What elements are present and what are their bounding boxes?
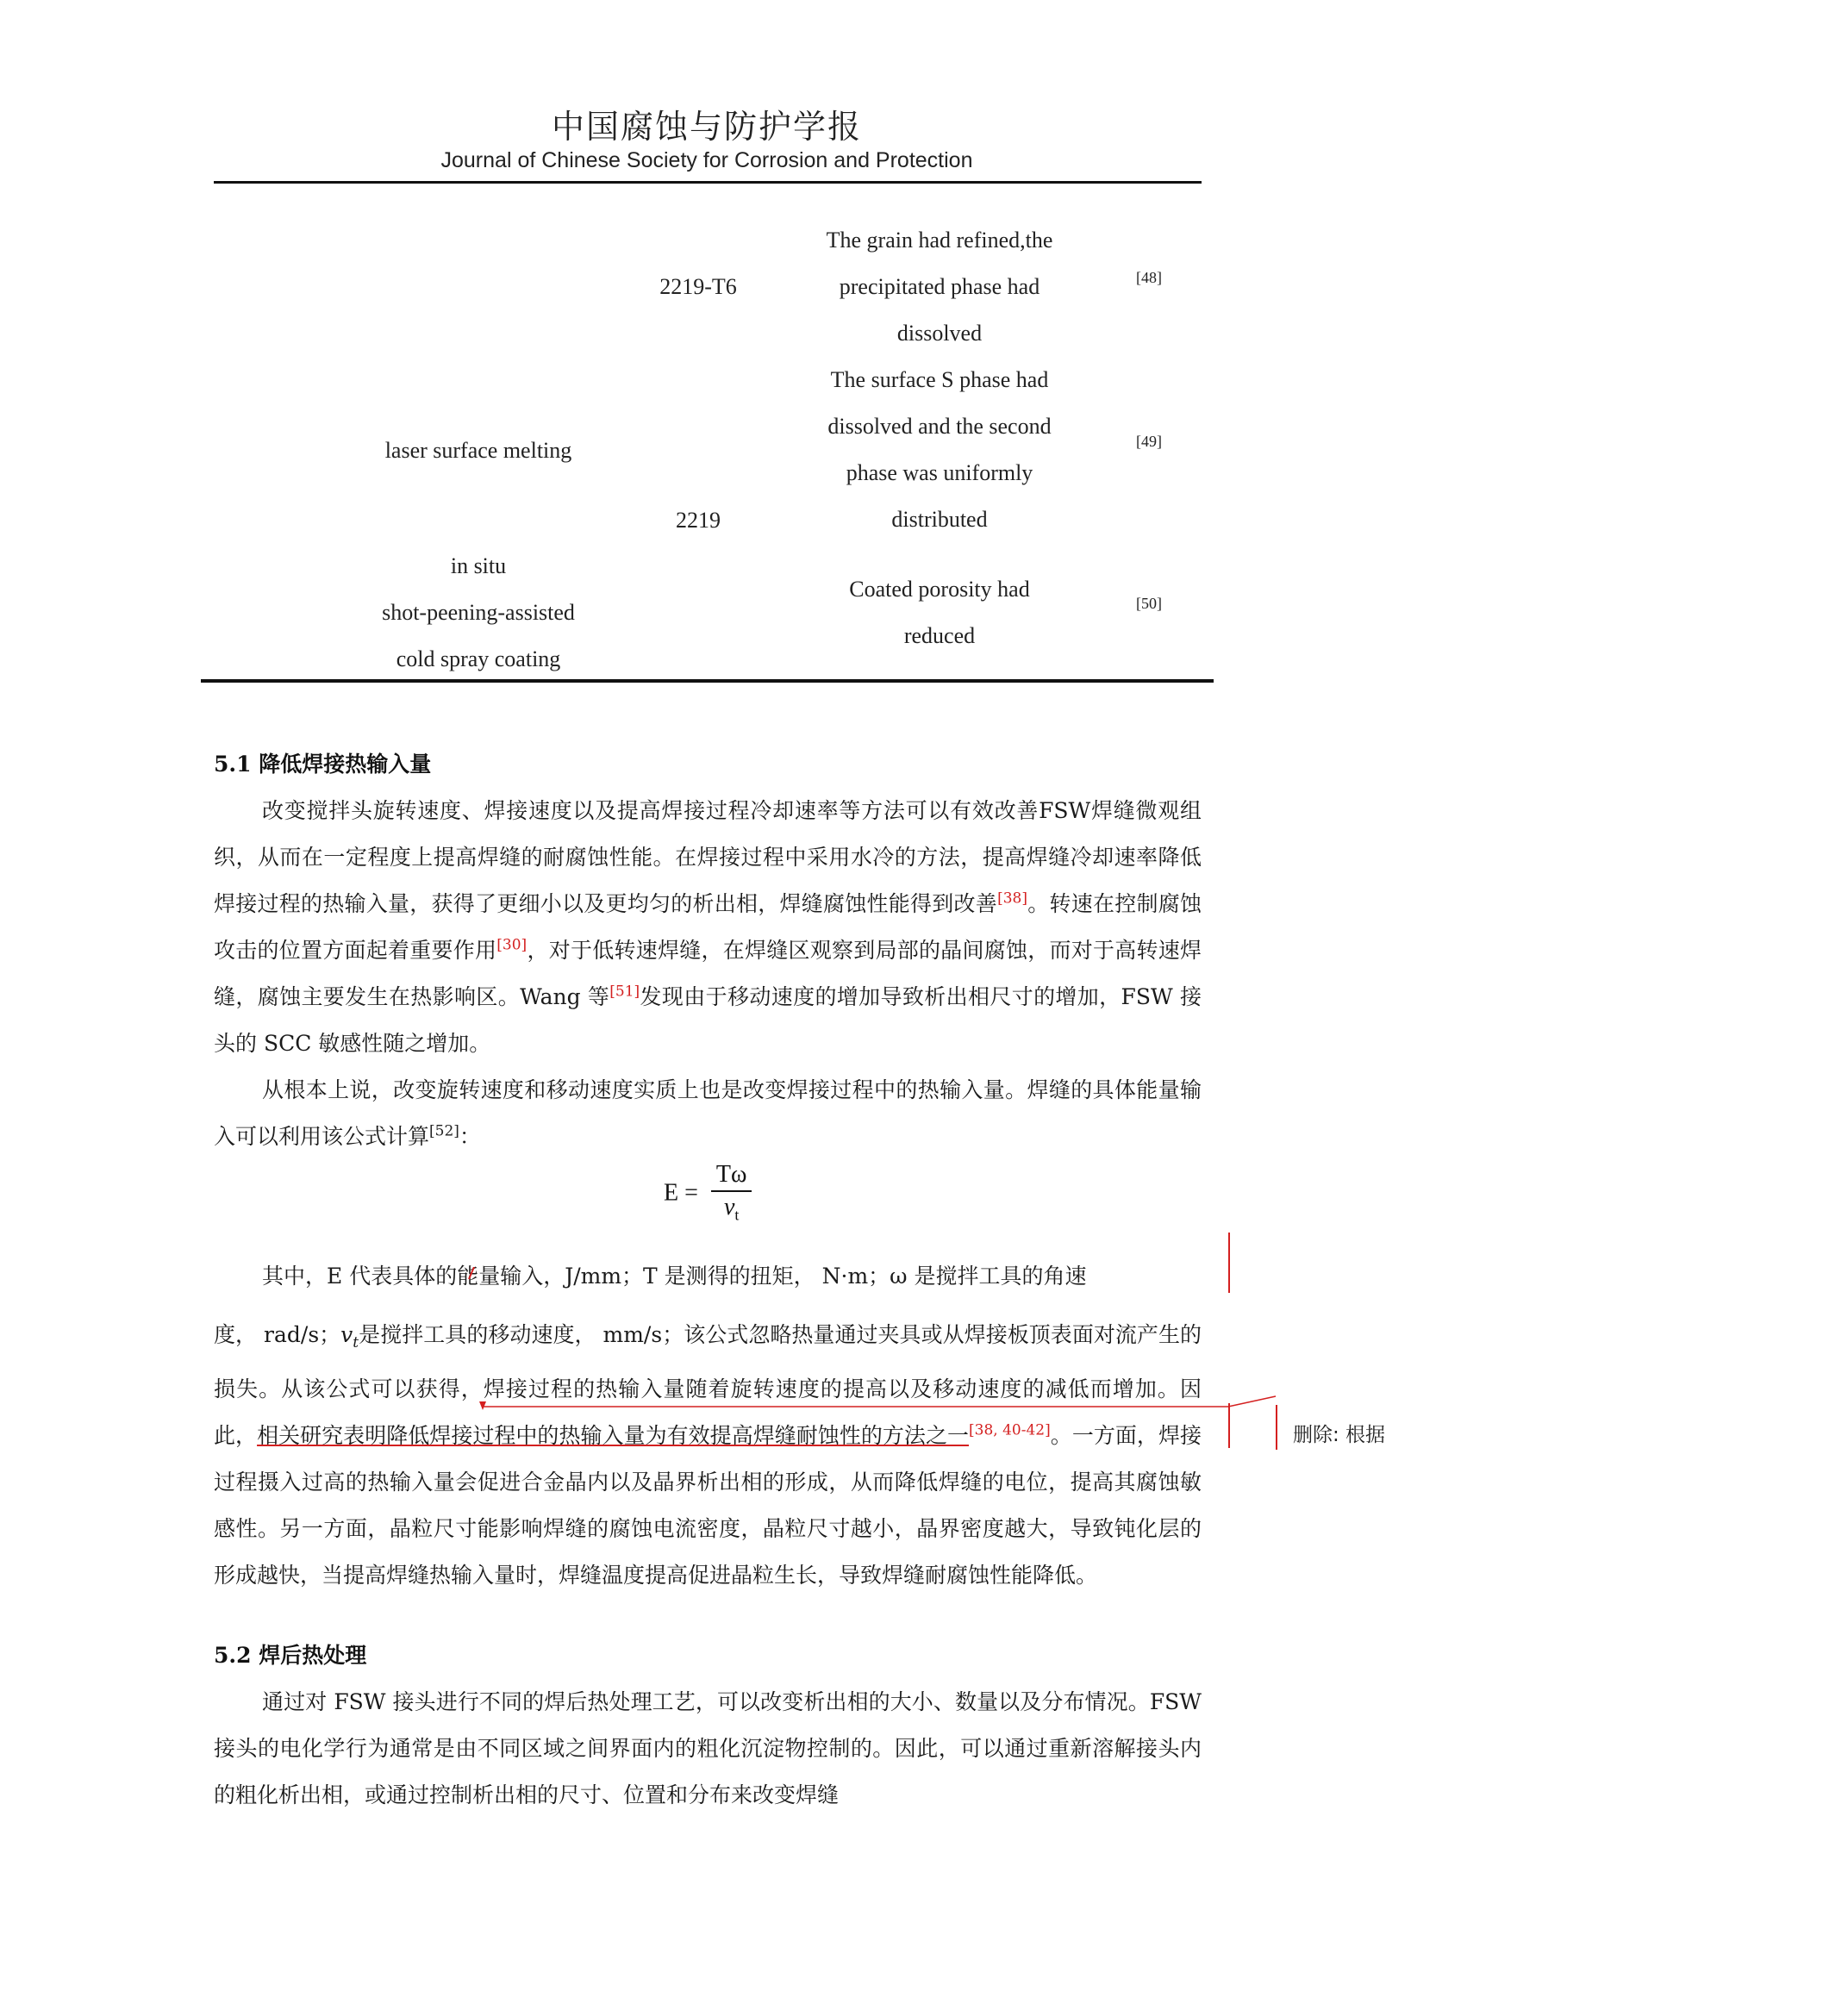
section-heading-5-1: 5.1 降低焊接热输入量 — [214, 752, 432, 777]
energy-formula: E = $\frac{T\omega}{v_t}$ — [664, 1159, 752, 1231]
citation: [38] — [997, 889, 1027, 908]
table-cell-effect: Coated porosity had reduced — [849, 577, 1030, 648]
revision-leader-line — [465, 1267, 1293, 1439]
table-cell-effect: The surface S phase had dissolved and the second phase was uniformly distributed — [827, 367, 1052, 532]
citation: [30] — [496, 936, 528, 954]
citation: [52] — [429, 1122, 459, 1140]
deletion-comment[interactable]: 删除: 根据 — [1293, 1424, 1386, 1446]
table-cell-ref: [49] — [1136, 433, 1162, 450]
section-heading-5-2: 5.2 焊后热处理 — [214, 1643, 367, 1668]
table-cell-ref: [48] — [1136, 269, 1162, 286]
paragraph-5-1-b: 从根本上说，改变旋转速度和移动速度实质上也是改变焊接过程中的热输入量。焊缝的具体能量输入可以利用该公式计算[52]： — [214, 1077, 1202, 1149]
table-cell-alloy: 2219-T6 — [659, 274, 737, 299]
header-rule — [214, 181, 1202, 184]
table-cell-method: laser surface melting — [384, 438, 572, 463]
paragraph-5-1-c: 其中，E 代表具体的能量输入，J/mm；T 是测得的扭矩， N·m；ω 是搅拌工具的角速 度， rad/s；$v_t$是搅拌工具的移动速度， mm/s；该公式忽略热量通过夹具或从焊接板顶表面对流产生的损失。从该公式可以获得，焊接过程的热输入量随着旋转速度的提高以及移动速度的减低而增加。因此，相关研究表明降低焊接过程中的热输入量为有效提高焊缝耐蚀性的方法之一[38, 40-42]。一方面，焊接过程摄入过高的热输入量会促进合金晶内以及晶界析出相的形成，从而降低焊缝的电位，提高其腐蚀敏感性。另一方面，晶粒尺寸能影响焊缝的腐蚀电流密度，晶粒尺寸越小，晶界密度越大，导致钝化层的形成越快，当提高焊缝热输入量时，焊缝温度提高促进晶粒生长，导致焊缝耐腐蚀性能降低。 — [214, 1264, 1202, 1588]
table-cell-ref: [50] — [1136, 595, 1162, 612]
paragraph-5-2: 通过对 FSW 接头进行不同的焊后热处理工艺，可以改变析出相的大小、数量以及分布情况。FSW 接头的电化学行为通常是由不同区域之间界面内的粗化沉淀物控制的。因此，可以通过重新溶解接头内的粗化析出相，或通过控制析出相的尺寸、位置和分布来改变焊缝 — [214, 1689, 1202, 1807]
citation: [38, 40-42] — [969, 1421, 1051, 1439]
table-cell-method: in situ shot-peening-assisted cold spray coating — [382, 553, 575, 671]
citation: [51] — [609, 983, 640, 1001]
journal-title-en: Journal of Chinese Society for Corrosion and Protection — [440, 148, 973, 172]
table-bottom-rule — [201, 679, 1214, 683]
table-cell-effect: The grain had refined,the precipitated phase had dissolved — [826, 228, 1053, 346]
table-cell-alloy: 2219 — [676, 508, 721, 533]
journal-title-cn: 中国腐蚀与防护学报 — [551, 108, 862, 146]
paragraph-5-1-a: 改变搅拌头旋转速度、焊接速度以及提高焊接过程冷却速率等方法可以有效改善FSW焊缝微观组织，从而在一定程度上提高焊缝的耐腐蚀性能。在焊接过程中采用水冷的方法，提高焊缝冷却速率降低焊接过程的热输入量，获得了更细小以及更均匀的析出相，焊缝腐蚀性能得到改善[38]。转速在控制腐蚀攻击的位置方面起着重要作用[30]，对于低转速焊缝，在焊缝区观察到局部的晶间腐蚀，而对于高转速焊缝，腐蚀主要发生在热影响区。Wang 等[51]发现由于移动速度的增加导致析出相尺寸的增加，FSW 接头的 SCC 敏感性随之增加。 — [214, 798, 1202, 1056]
tracked-insertion: 相关研究表明降低焊接过程中的热输入量为有效提高焊缝耐蚀性的方法之一 — [257, 1423, 970, 1448]
